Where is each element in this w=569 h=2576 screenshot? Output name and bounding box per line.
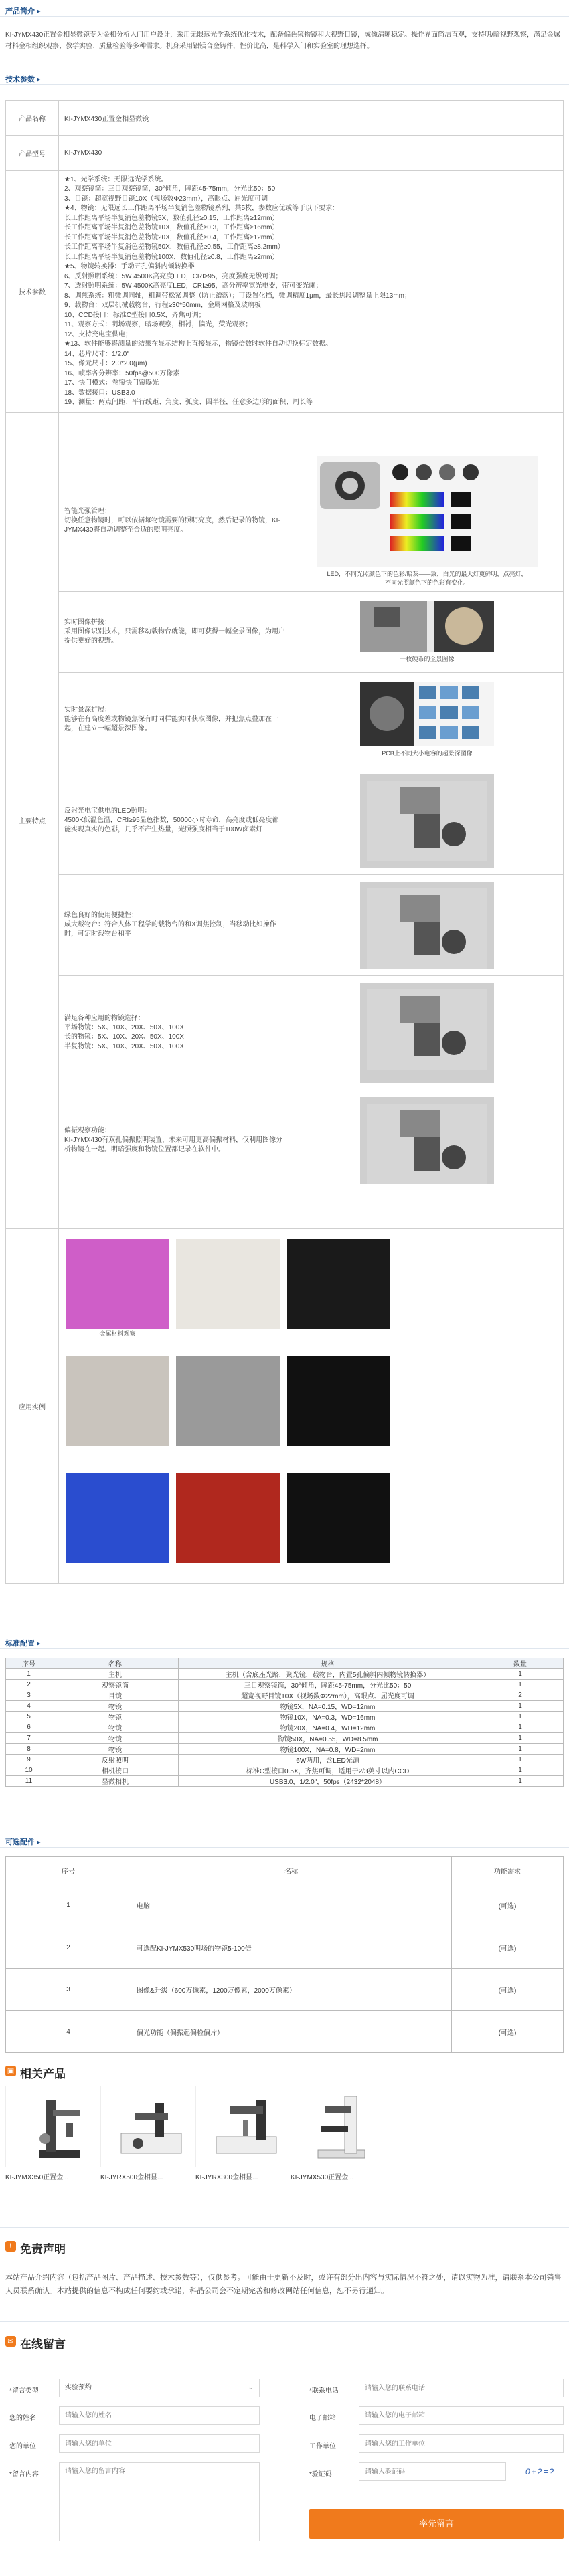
table-cell: 1	[477, 1701, 564, 1712]
divider	[0, 1847, 569, 1848]
feature-photo	[360, 1097, 494, 1184]
table-cell: 1	[477, 1669, 564, 1680]
related-product-card[interactable]	[291, 2086, 396, 2181]
product-thumbnail[interactable]	[100, 2086, 202, 2167]
feature-photo	[360, 882, 494, 969]
table-cell: 3	[6, 1690, 52, 1701]
product-thumbnail[interactable]	[195, 2086, 297, 2167]
feature-cell	[59, 413, 564, 1229]
table-cell: 6W两用，含LED光源	[179, 1755, 477, 1765]
param-line: 18、数据接口：USB3.0	[64, 389, 135, 397]
param-line: 9、载物台：双层机械载物台，行程≥30*50mm，金属网格及玻璃板	[64, 302, 261, 309]
feature-row	[59, 451, 563, 592]
param-line: ★13、软件能够将测量的结果在显示结构上直接显示，物镜倍数时软件自动切换标定数据。	[64, 340, 333, 348]
feature-row	[59, 592, 563, 673]
table-cell: 10	[6, 1765, 52, 1776]
table-cell: 物镜	[52, 1733, 179, 1744]
feature-row	[59, 976, 563, 1090]
table-cell: 主机	[52, 1669, 179, 1680]
table-cell: 观察镜筒	[52, 1680, 179, 1690]
table-cell: 3	[6, 1969, 131, 2011]
table-cell: 电脑	[131, 1884, 452, 1926]
opt-header: 序号	[6, 1857, 131, 1884]
param-line: 长工作距离平场半复消色差物镜20X，数值孔径≥0.4，工作距离≥12mm）	[64, 233, 279, 241]
intro-heading: 产品简介 ▸	[5, 7, 41, 15]
param-line: 19、测量：两点间距、平行线距、角度、弧度、圆半径，任意多边形的面积、周长等	[64, 399, 313, 406]
feature-row	[59, 673, 563, 767]
param-line: ★5、物镜转换器：手动五孔偏斜内倾转换器	[64, 263, 195, 270]
table-row	[6, 1776, 564, 1787]
param-line: ★1、光学系统：无限远光学系统。	[64, 175, 168, 183]
feature-title: 绿色良好的使用便捷性：	[64, 911, 138, 919]
table-row	[6, 1690, 564, 1701]
feature-photo	[360, 682, 494, 746]
table-cell: (可选)	[452, 2011, 564, 2053]
std-header: 序号	[6, 1658, 52, 1669]
param-list	[59, 171, 564, 413]
app-photo	[66, 1473, 169, 1563]
feature-body: 4500K低温色温，CRI≥95显色指数，50000小时寿命，高亮度或低亮度都能实现真实的色彩，几乎不产生热量，光照强度相当于100W卤素灯	[64, 816, 279, 833]
app-example	[66, 1473, 169, 1563]
feature-text	[59, 673, 291, 767]
feature-list	[59, 451, 563, 1191]
feature-image-area	[291, 673, 563, 767]
app-photo	[66, 1356, 169, 1446]
std-config-table	[5, 1658, 564, 1787]
table-cell: 1	[6, 1669, 52, 1680]
table-row	[6, 1884, 564, 1926]
table-cell: 1	[6, 1884, 131, 1926]
app-photo	[287, 1356, 390, 1446]
param-line: 3、目镜：超宽视野目镜10X（视场数Φ23mm），高眼点、屈光度可调	[64, 195, 268, 203]
app-photo	[66, 1239, 169, 1329]
feature-photo	[360, 983, 494, 1083]
table-row	[6, 2011, 564, 2053]
table-cell: 1	[477, 1680, 564, 1690]
spec-table	[5, 100, 564, 1584]
app-example	[287, 1473, 390, 1563]
feature-text	[59, 451, 291, 591]
app-example	[176, 1239, 280, 1329]
product-name-link[interactable]: KI-JYRX300金相显...	[195, 2174, 258, 2181]
param-line: 长工作距离平场半复消色差物镜5X，数值孔径≥0.15，工作距离≥12mm）	[64, 214, 279, 222]
message-icon: ✉	[5, 2336, 16, 2347]
product-name-link[interactable]: KI-JYRX500金相显...	[100, 2174, 163, 2181]
table-cell: 1	[477, 1744, 564, 1755]
app-photo	[287, 1473, 390, 1563]
table-cell: 1	[477, 1755, 564, 1765]
feature-text	[59, 875, 291, 975]
table-cell: 物镜50X，NA=0.55，WD=8.5mm	[179, 1733, 477, 1744]
feature-image-area	[291, 767, 563, 874]
param-line: 15、像元尺寸：2.0*2.0(μm)	[64, 360, 147, 367]
feature-text	[59, 767, 291, 874]
table-row	[6, 1765, 564, 1776]
feature-row	[59, 875, 563, 976]
subject-label: *留言类型	[9, 2387, 39, 2395]
app-grid	[59, 1229, 563, 1583]
company-label: 您的单位	[9, 2443, 36, 2450]
table-cell: 2	[477, 1690, 564, 1701]
feature-image-area	[291, 875, 563, 975]
subject-select[interactable]	[59, 2379, 260, 2397]
std-header: 名称	[52, 1658, 179, 1669]
feature-text	[59, 976, 291, 1090]
app-label: 应用实例	[6, 1229, 59, 1584]
std-heading: 标准配置 ▸	[5, 1640, 41, 1648]
feature-photo	[317, 456, 538, 567]
param-line: 10、CCD接口：标准C型接口0.5X，齐焦可调；	[64, 311, 206, 319]
related-icon: ▣	[5, 2066, 16, 2076]
subject-value: 实验预约	[65, 2384, 92, 2391]
app-cell	[59, 1229, 564, 1584]
email-input[interactable]	[359, 2406, 564, 2425]
table-cell: 7	[6, 1733, 52, 1744]
table-cell: 1	[477, 1712, 564, 1722]
app-photo	[176, 1239, 280, 1329]
table-row	[6, 1744, 564, 1755]
email-label: 电子邮箱	[309, 2415, 336, 2422]
feature-row	[59, 767, 563, 875]
app-example	[287, 1356, 390, 1446]
opt-accessories-table	[5, 1856, 564, 2053]
table-cell: 5	[6, 1712, 52, 1722]
product-name-link[interactable]: KI-JYMX530正置金...	[291, 2174, 354, 2181]
product-model-value: KI-JYMX430	[59, 136, 564, 171]
feature-title: 满足各种应用的物镜选择：	[64, 1014, 145, 1022]
param-line: 长工作距离平场半复消色差物镜10X，数值孔径≥0.3，工作距离≥16mm）	[64, 224, 279, 231]
app-example	[176, 1473, 280, 1563]
table-cell: 物镜5X，NA=0.15，WD=12mm	[179, 1701, 477, 1712]
captcha-label: *验证码	[309, 2471, 332, 2478]
app-photo	[176, 1473, 280, 1563]
table-cell: 物镜	[52, 1744, 179, 1755]
captcha-input[interactable]	[359, 2462, 506, 2481]
table-cell: (可选)	[452, 1926, 564, 1969]
table-cell: (可选)	[452, 1969, 564, 2011]
table-row	[6, 1722, 564, 1733]
feature-title: 反射光电宝供电的LED照明：	[64, 807, 151, 815]
phone-input[interactable]	[359, 2379, 564, 2397]
std-header: 规格	[179, 1658, 477, 1669]
name-label: 您的姓名	[9, 2415, 36, 2422]
table-cell: 9	[6, 1755, 52, 1765]
table-row	[6, 1701, 564, 1712]
related-product-card[interactable]	[195, 2086, 301, 2181]
table-cell: 1	[477, 1722, 564, 1733]
spec-heading: 技术参数 ▸	[5, 76, 41, 84]
param-line: 2、观察镜筒：三目观察镜筒，30°倾角，瞳距45-75mm，分光比50：50	[64, 185, 276, 193]
table-cell: 超宽视野目镜10X（视场数Φ22mm），高眼点、屈光度可调	[179, 1690, 477, 1701]
table-row	[6, 1712, 564, 1722]
param-line: 16、帧率各分辨率：50fps@500万像素	[64, 369, 180, 377]
param-line: 17、快门模式：卷帘快门帘曝光	[64, 379, 159, 387]
feature-photo	[360, 774, 494, 868]
table-cell: 物镜	[52, 1722, 179, 1733]
feature-image-area	[291, 1090, 563, 1191]
table-cell: 1	[477, 1765, 564, 1776]
feature-photo	[360, 601, 494, 652]
phone-label: *联系电话	[309, 2387, 339, 2395]
table-cell: 11	[6, 1776, 52, 1787]
content-textarea[interactable]	[59, 2462, 260, 2541]
divider	[0, 2321, 569, 2322]
message-heading: 在线留言	[20, 2338, 66, 2351]
param-line: ★4、物镜：无限远长工作距离平场半复消色差物镜系列，共5枚，参数应优或等于以下要求：	[64, 205, 339, 212]
table-row	[6, 1669, 564, 1680]
table-cell: 目镜	[52, 1690, 179, 1701]
table-cell: 6	[6, 1722, 52, 1733]
param-line: 11、观察方式：明场观察，暗场观察，相衬，偏光，荧光观察；	[64, 321, 252, 328]
param-label: 技术参数	[6, 171, 59, 413]
disclaimer-text: 本站产品介绍内容（包括产品图片、产品描述、技术参数等），仅供参考。可能由于更新不及时，或许有部分出内容与实际情况不符之处，请以实物为准，请联系本公司销售人员联系确认。本站提供的信息不构成任何要约或承诺，科晶公司会不定期完善和修改网站任何信息，恕不另行通知。	[5, 2274, 562, 2295]
table-cell: 图像&升级（600万像素，1200万像素，2000万像素）	[131, 1969, 452, 2011]
feature-row	[59, 1090, 563, 1191]
divider	[0, 16, 569, 17]
feature-body: KI-JYMX430有双孔偏振照明装置，未来可用更高偏振材料，仅利用图像分析物镜在一起。明暗强度和物镜位置都记录在软件中。	[64, 1136, 283, 1153]
param-line: 12、支持充电宝供电；	[64, 330, 133, 338]
table-cell: 显微相机	[52, 1776, 179, 1787]
table-cell: 物镜	[52, 1712, 179, 1722]
divider	[0, 84, 569, 85]
related-product-card[interactable]	[100, 2086, 206, 2181]
param-line: 8、调焦系统：粗微调同轴，粗调带松紧调整（防止蹭落）；可设置化挡，微调精度1μm，最长焦段调整量上限13mm；	[64, 292, 411, 300]
table-cell: 反射照明	[52, 1755, 179, 1765]
app-example	[66, 1239, 169, 1338]
chevron-down-icon: ⌄	[248, 2384, 254, 2391]
app-example	[287, 1239, 390, 1329]
table-row	[6, 1755, 564, 1765]
param-line: 长工作距离平场半复消色差物镜100X，数值孔径≥0.8，工作距离≥2mm）	[64, 253, 279, 261]
param-line: 长工作距离平场半复消色差物镜50X，数值孔径≥0.55，工作距离≥8.2mm）	[64, 243, 284, 251]
app-photo	[176, 1356, 280, 1446]
param-line: 6、反射照明系统：5W 4500K高亮度LED，CRI≥95，亮度强度无级可调；	[64, 272, 282, 280]
table-row	[6, 1680, 564, 1690]
feature-image-area	[291, 592, 563, 672]
app-photo	[287, 1239, 390, 1329]
feature-title: 偏振观察功能：	[64, 1126, 111, 1134]
param-line: 14、芯片尺寸：1/2.0"	[64, 350, 129, 358]
feature-caption: 一枚硬币的全景图像	[400, 656, 455, 662]
table-cell: 2	[6, 1926, 131, 1969]
app-example	[66, 1356, 169, 1446]
product-thumbnail[interactable]	[5, 2086, 107, 2167]
table-cell: 2	[6, 1680, 52, 1690]
std-header: 数量	[477, 1658, 564, 1669]
table-row	[6, 1969, 564, 2011]
feature-title: 实时图像拼接：	[64, 618, 111, 626]
table-cell: 物镜20X，NA=0.4，WD=12mm	[179, 1722, 477, 1733]
product-name-link[interactable]: KI-JYMX350正置金...	[5, 2174, 69, 2181]
name-input[interactable]	[59, 2406, 260, 2425]
table-row	[6, 1926, 564, 1969]
table-cell: 偏光功能（偏振起偏检偏片）	[131, 2011, 452, 2053]
feature-image-area	[291, 451, 563, 591]
table-cell: 可选配KI-JYMX530明场的物镜5-100倍	[131, 1926, 452, 1969]
feature-title: 智能光强管理：	[64, 507, 111, 515]
divider	[0, 1648, 569, 1649]
product-name-label: 产品名称	[6, 101, 59, 136]
related-product-card[interactable]	[5, 2086, 111, 2181]
feature-caption: PCB上不同大小电容的超景深图像	[382, 750, 473, 757]
table-row	[6, 1733, 564, 1744]
table-cell: 1	[477, 1733, 564, 1744]
table-cell: USB3.0，1/2.0"，50fps（2432*2048）	[179, 1776, 477, 1787]
app-caption: 金属材料观察	[99, 1330, 136, 1337]
disclaimer-heading: 免责声明	[20, 2243, 66, 2256]
disclaimer-icon: !	[5, 2241, 16, 2252]
param-line: 7、透射照明系统：5W 4500K高亮度LED，CRI≥95，高分辨率宽光电器，带可变光阑；	[64, 282, 323, 290]
opt-header: 名称	[131, 1857, 452, 1884]
table-cell: 8	[6, 1744, 52, 1755]
table-cell: 相机接口	[52, 1765, 179, 1776]
feature-body: 采用图像识别技术，只需移动载物台就能，即可获得一幅全景图像，为用户提供更好的视野。	[64, 627, 285, 645]
feature-text	[59, 1090, 291, 1191]
opt-header: 功能需求	[452, 1857, 564, 1884]
captcha-image[interactable]: 0+2=?	[525, 2467, 556, 2476]
opt-heading: 可选配件 ▸	[5, 1838, 41, 1846]
table-cell: 物镜	[52, 1701, 179, 1712]
submit-button[interactable]: 率先留言	[309, 2509, 564, 2539]
feature-body: 平场物镜：5X、10X、20X、50X、100X 长的物镜：5X、10X、20X、50X、100X 半复物镜：5X、10X、20X、50X、100X	[64, 1023, 184, 1050]
company-input[interactable]	[59, 2434, 260, 2453]
table-cell: 4	[6, 2011, 131, 2053]
feature-label: 主要特点	[6, 413, 59, 1229]
related-heading: 相关产品	[20, 2068, 66, 2080]
app-example	[176, 1356, 280, 1446]
work-unit-label: 工作单位	[309, 2443, 336, 2450]
table-cell: 三目观察镜筒，30°倾角，瞳距45-75mm，分光比50：50	[179, 1680, 477, 1690]
table-cell: 4	[6, 1701, 52, 1712]
content-label: *留言内容	[9, 2471, 39, 2478]
divider	[0, 2227, 569, 2228]
product-thumbnail[interactable]	[291, 2086, 392, 2167]
table-cell: 物镜10X，NA=0.3，WD=16mm	[179, 1712, 477, 1722]
feature-caption: LED，不同光照颜色下的色彩/暗灰——致，白光的最大灯更鲜明，点亮灯，不同光照颜色下的色彩有变化。	[327, 570, 527, 586]
work-unit-input[interactable]	[359, 2434, 564, 2453]
table-cell: 物镜100X，NA=0.8，WD=2mm	[179, 1744, 477, 1755]
feature-body: 切换任意物镜时，可以依据每物镜需要的照明亮度，然后记录的物镜，KI-JYMX430将自动调整至合适的照明亮度。	[64, 516, 280, 534]
feature-image-area	[291, 976, 563, 1090]
feature-text	[59, 592, 291, 672]
table-cell: 主机（含底座光路，聚光镜，载物台，内置5孔偏斜内倾物镜转换器）	[179, 1669, 477, 1680]
table-cell: 标准C型接口0.5X，齐焦可调，适用于2/3英寸以内CCD	[179, 1765, 477, 1776]
feature-body: 成大载物台：符合人体工程学的载物台的和X调焦控制，当移动比如操作时，可定时载物台和平	[64, 920, 276, 938]
product-model-label: 产品型号	[6, 136, 59, 171]
intro-text: KI-JYMX430正置金相显微镜专为金相分析入门用户设计，采用无限远光学系统优化技术，配备偏色镜物镜和大视野目镜，成像清晰稳定。操作界面简洁直观，支持明/暗视野观察，满足金属材料金相组织观察、教学实验、质量检验等多种需求。机身采用铝镁合金铸件，性价比高，是科学入门和实验室的理想选择。	[5, 31, 560, 50]
product-name-value: KI-JYMX430正置金相显微镜	[59, 101, 564, 136]
feature-title: 实时景深扩展：	[64, 706, 111, 714]
table-cell: 1	[477, 1776, 564, 1787]
feature-body: 能够在有高度差或物镜焦深有时同样能实时获取图像，并把焦点叠加在一起，在建立一幅超景深图像。	[64, 715, 278, 732]
table-cell: (可选)	[452, 1884, 564, 1926]
